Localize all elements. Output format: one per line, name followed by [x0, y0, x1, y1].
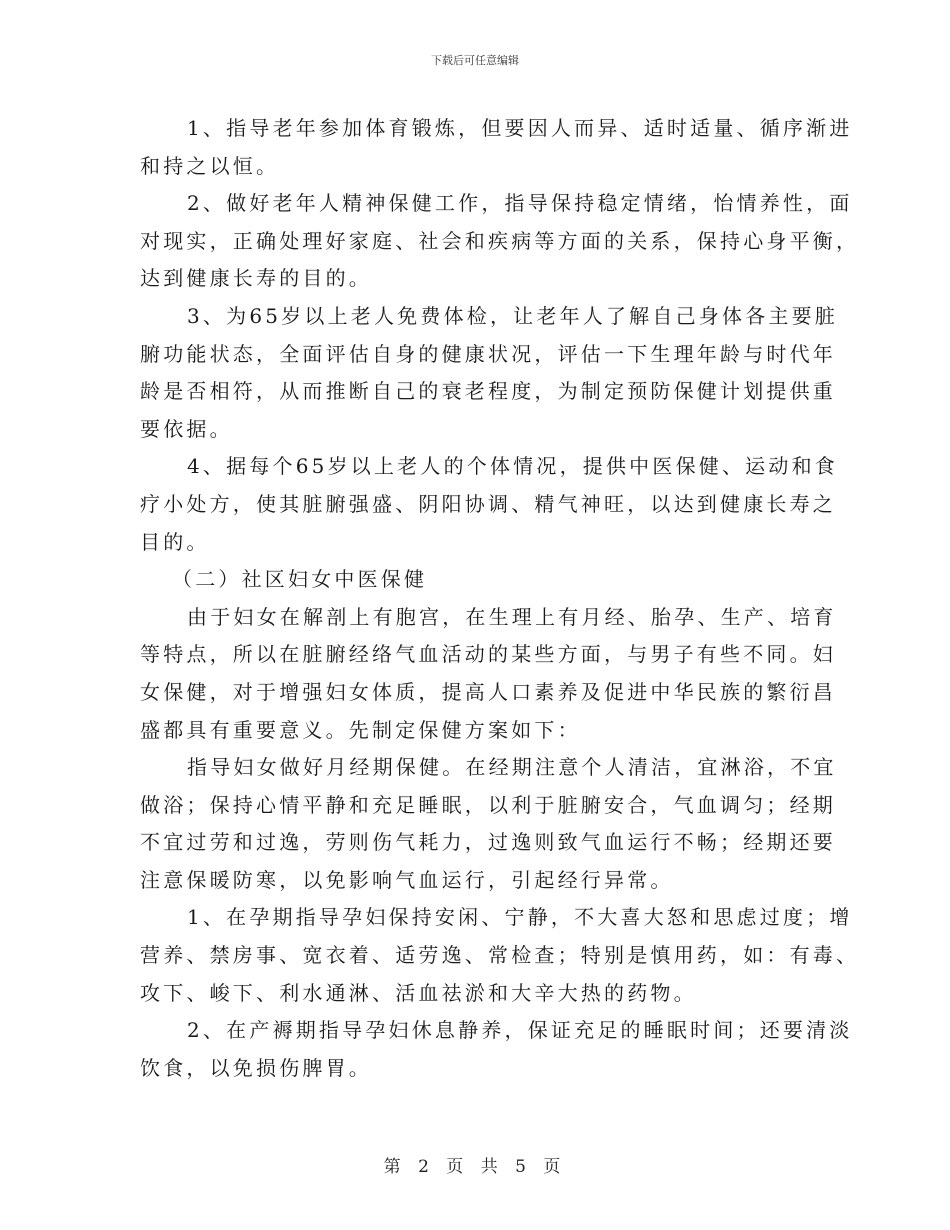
text-line: 盛都具有重要意义。先制定保健方案如下：: [140, 717, 581, 742]
text-line: 和持之以恒。: [140, 153, 280, 178]
text-line: 目的。: [140, 529, 210, 554]
text-line: 等特点，所以在脏腑经络气血活动的某些方面，与男子有些不同。妇: [140, 642, 836, 667]
text-line: 对现实，正确处理好家庭、社会和疾病等方面的关系，保持心身平衡，: [140, 228, 860, 253]
page-number-footer: 第 2 页 共 5 页: [383, 1157, 567, 1177]
page-header: 下载后可任意编辑: [431, 54, 519, 67]
paragraph-menstrual-care: [140, 749, 837, 899]
paragraph-women-intro: [140, 599, 837, 749]
text-line: 不宜过劳和过逸，劳则伤气耗力，过逸则致气血运行不畅；经期还要: [140, 830, 836, 855]
text-line: 由于妇女在解剖上有胞宫，在生理上有月经、胎孕、生产、培育: [187, 604, 837, 629]
text-line: 做浴；保持心情平静和充足睡眠，以利于脏腑安合，气血调匀；经期: [140, 792, 836, 817]
text-line: 1、指导老年参加体育锻炼，但要因人而异、适时适量、循序渐进: [187, 116, 853, 140]
text-line: 腑功能状态，全面评估自身的健康状况，评估一下生理年龄与时代年: [140, 341, 836, 366]
paragraph-elder-prescription: [140, 448, 838, 561]
text-line: 要依据。: [140, 416, 233, 441]
text-line: 攻下、峻下、利水通淋、活血祛淤和大辛大热的药物。: [140, 980, 697, 1005]
text-line: 营养、禁房事、宽衣着、适劳逸、常检查；特别是慎用药，如：有毒、: [140, 943, 860, 968]
text-line: 指导妇女做好月经期保健。在经期注意个人清洁，宜淋浴，不宜: [187, 755, 837, 780]
text-line: 饮食，以免损伤脾胃。: [140, 1055, 372, 1080]
text-line: 达到健康长寿的目的。: [140, 266, 372, 291]
text-line: 2、做好老年人精神保健工作，指导保持稳定情绪，怡情养性，面: [187, 191, 853, 216]
section-heading-women-health: [140, 561, 810, 599]
paragraph-postpartum-care: [140, 1012, 853, 1087]
paragraph-pregnancy-care: [140, 899, 860, 1012]
paragraph-elder-checkup: [140, 298, 838, 448]
text-line: 女保健，对于增强妇女体质，提高人口素养及促进中华民族的繁衍昌: [140, 679, 836, 704]
text-line: 1、在孕期指导孕妇保持安闲、宁静，不大喜大怒和思虑过度；增: [187, 905, 853, 930]
text-line: 3、为65岁以上老人免费体检，让老年人了解自己身体各主要脏: [187, 303, 838, 328]
text-line: 疗小处方，使其脏腑强盛、阴阳协调、精气神旺，以达到健康长寿之: [140, 491, 836, 516]
text-line: 2、在产褥期指导孕妇休息静养，保证充足的睡眠时间；还要清淡: [187, 1018, 853, 1043]
text-line: 注意保暖防寒，以免影响气血运行，引起经行异常。: [140, 867, 674, 892]
paragraph-elder-exercise: [140, 110, 853, 185]
text-line: 龄是否相符，从而推断自己的衰老程度，为制定预防保健计划提供重: [140, 379, 836, 404]
document-body: [140, 110, 860, 1087]
paragraph-elder-mental-health: [140, 185, 860, 298]
text-line: 4、据每个65岁以上老人的个体情况，提供中医保健、运动和食: [187, 454, 838, 479]
section-heading: （二）社区妇女中医保健: [172, 567, 428, 592]
